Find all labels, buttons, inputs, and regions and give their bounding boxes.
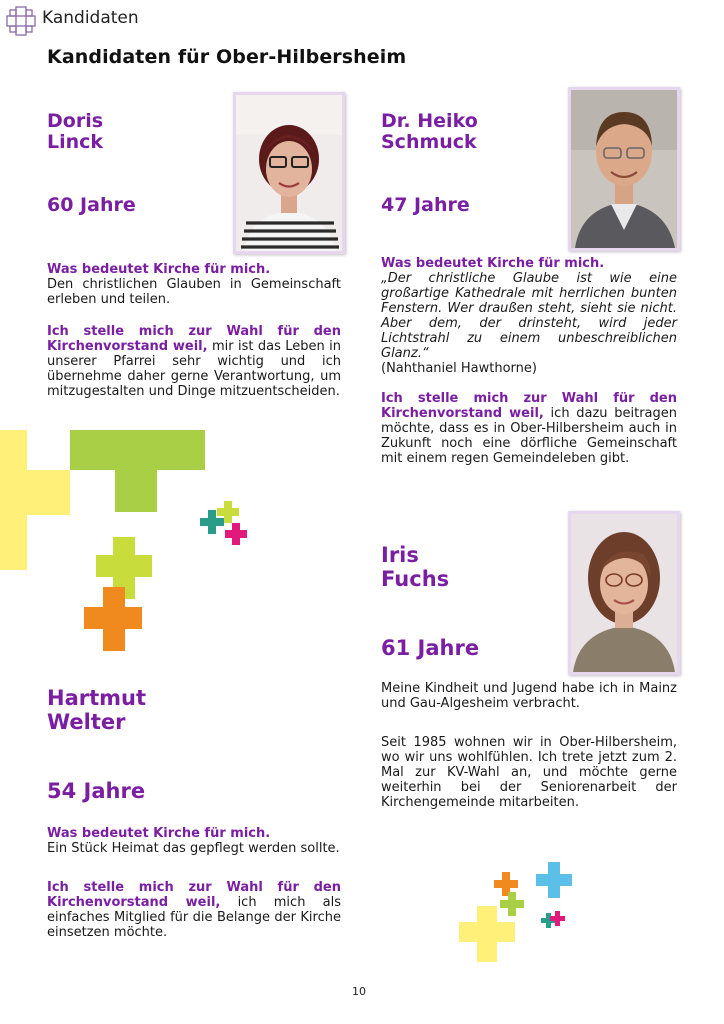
blue-cross-shape [536, 862, 572, 898]
question-label: Was bedeutet Kirche für mich. [47, 826, 271, 841]
answer-paragraph [47, 880, 341, 940]
age-heiko: 47 Jahre [381, 194, 470, 216]
answer-text: Ein Stück Heimat das gepflegt werden sollte. [47, 841, 340, 856]
candidate-name-heiko [381, 111, 478, 153]
answer-text: mir ist das Leben in unserer Pfarrei sehr wichtig und ich übernehme daher gerne Verantwortung, um mitzugestalten und Dinge mitzuentscheiden. [47, 339, 341, 399]
yellow-cross-shape [0, 430, 70, 570]
cross-grid-logo-icon [6, 6, 36, 36]
portrait-photo-woman [571, 514, 677, 672]
age-iris: 61 Jahre [381, 636, 480, 660]
answer-text: ich dazu beitragen möchte, dass es in Ober-Hilbersheim auch in Zukunft noch eine dörfliche Gemeinschaft mit einem regen Gemeindeleben gibt. [381, 406, 678, 466]
candidate-name-doris [47, 111, 103, 153]
portrait-photo-man [571, 90, 677, 248]
photo-heiko-schmuck [568, 87, 680, 251]
text-block-iris [381, 681, 677, 810]
photo-iris-fuchs [568, 511, 680, 675]
portrait-photo-woman [236, 95, 342, 251]
answer-text: ich mich als einfaches Mitglied für die Belange der Kirche einsetzen möchte. [47, 895, 341, 940]
question-label: Ich stelle mich zur Wahl für den Kirchenvorstand weil, [47, 880, 341, 910]
text-block-hartmut [47, 826, 341, 940]
last-name: Fuchs [381, 567, 450, 591]
answer-paragraph [381, 391, 677, 466]
quote-text: „Der christliche Glaube ist wie eine großartige Kathedrale mit herrlichen bunten Fenstern. Wer draußen steht, sieht sie nicht. Aber dem, der drinsteht, wird jeder Lichtstrahl zu einem unbeschreiblichen Glanz.“ [381, 271, 677, 361]
question-label: Was bedeutet Kirche für mich. [381, 256, 605, 271]
photo-doris-linck [233, 92, 345, 254]
green-t-shape [70, 430, 205, 512]
last-name: Schmuck [381, 131, 477, 153]
yellow-cross-shape [459, 906, 515, 962]
candidate-name-hartmut [47, 686, 146, 734]
first-name: Hartmut [47, 686, 147, 710]
page-title: Kandidaten für Ober-Hilbersheim [47, 46, 407, 68]
quote-author: (Nahthaniel Hawthorne) [381, 361, 537, 376]
first-name: Iris [381, 543, 419, 567]
last-name: Welter [47, 710, 126, 734]
last-name: Linck [47, 131, 104, 153]
question-label: Ich stelle mich zur Wahl für den Kirchenvorstand weil, [381, 391, 677, 421]
decorative-crosses-left [0, 425, 260, 665]
paragraph: Seit 1985 wohnen wir in Ober-Hilbersheim, wo wir uns wohlfühlen. Ich trete jetzt zum 2. Mal zur KV-Wahl an, und möchte gerne weiterhin bei der Seniorenarbeit der Kirchengemeinde mitarbeiten. [381, 735, 677, 810]
candidate-name-iris [381, 543, 449, 591]
question-label: Ich stelle mich zur Wahl für den Kirchenvorstand weil, [47, 324, 341, 354]
answer-text: Den christlichen Glauben in Gemeinschaft erleben und teilen. [47, 277, 341, 307]
decorative-crosses-right [455, 858, 585, 963]
text-block-doris [47, 262, 341, 399]
question-label: Was bedeutet Kirche für mich. [47, 262, 271, 277]
age-doris: 60 Jahre [47, 194, 136, 216]
age-hartmut: 54 Jahre [47, 779, 146, 803]
page-number: 10 [352, 985, 366, 998]
answer-paragraph [47, 324, 341, 399]
small-crosses-cluster [200, 501, 247, 545]
paragraph: Meine Kindheit und Jugend habe ich in Mainz und Gau-Algesheim verbracht. [381, 681, 677, 711]
first-name: Dr. Heiko [381, 110, 478, 132]
first-name: Doris [47, 110, 104, 132]
small-crosses-cluster [541, 911, 565, 928]
text-block-heiko [381, 256, 677, 466]
section-label: Kandidaten [42, 8, 139, 28]
